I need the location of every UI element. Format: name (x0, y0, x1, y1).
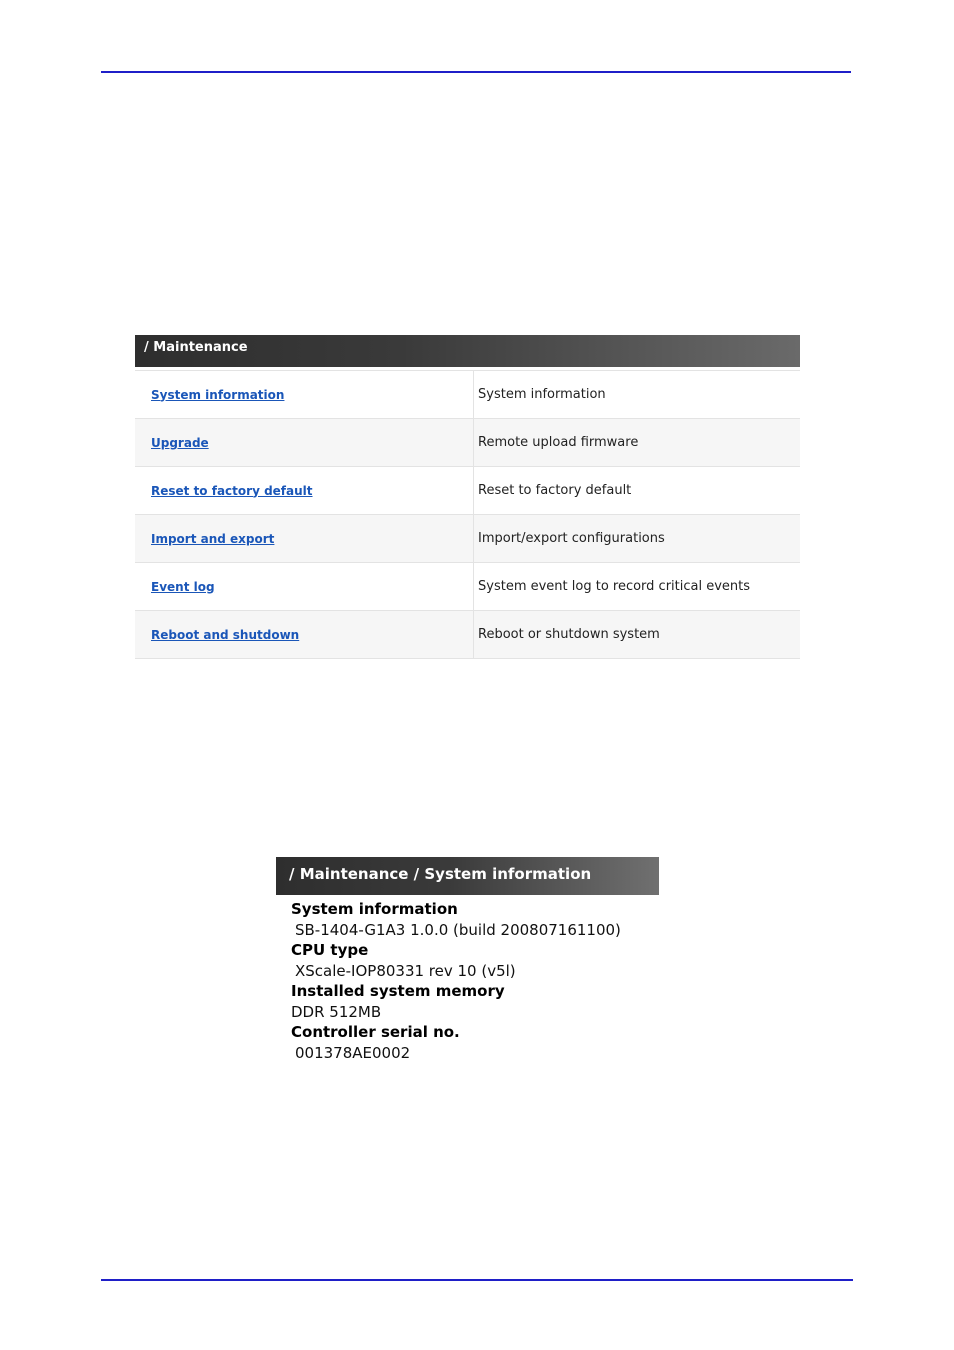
system-information-title: / Maintenance / System information (276, 857, 659, 895)
cpu-type-value: XScale-IOP80331 rev 10 (v5l) (295, 961, 516, 980)
row-description: System event log to record critical events (478, 579, 751, 594)
reboot-and-shutdown-link[interactable]: Reboot and shutdown (151, 627, 300, 642)
controller-serial-value: 001378AE0002 (295, 1043, 411, 1062)
system-information-body (276, 895, 659, 1063)
row-description: Reset to factory default (478, 483, 632, 498)
table-row (135, 563, 800, 611)
controller-serial-label: Controller serial no. (291, 1023, 460, 1041)
row-description: System information (478, 387, 606, 402)
system-information-panel (276, 857, 659, 1063)
maintenance-panel-title: / Maintenance (135, 335, 800, 367)
system-information-label: System information (291, 900, 458, 918)
table-row (135, 419, 800, 467)
reset-to-factory-default-link[interactable]: Reset to factory default (151, 483, 313, 498)
upgrade-link[interactable]: Upgrade (151, 435, 209, 450)
system-information-link[interactable]: System information (151, 387, 285, 402)
row-description: Reboot or shutdown system (478, 627, 660, 642)
installed-memory-value: DDR 512MB (291, 1002, 382, 1021)
row-description: Remote upload firmware (478, 435, 639, 450)
table-row (135, 467, 800, 515)
cpu-type-label: CPU type (291, 941, 369, 959)
table-row (135, 611, 800, 659)
row-description: Import/export configurations (478, 531, 665, 546)
system-information-value: SB-1404-G1A3 1.0.0 (build 200807161100) (295, 920, 621, 939)
import-and-export-link[interactable]: Import and export (151, 531, 275, 546)
event-log-link[interactable]: Event log (151, 579, 215, 594)
table-row (135, 371, 800, 419)
top-divider (101, 71, 851, 73)
maintenance-panel (135, 335, 800, 659)
table-row (135, 515, 800, 563)
bottom-divider (101, 1279, 853, 1281)
maintenance-table (135, 370, 800, 659)
installed-memory-label: Installed system memory (291, 982, 505, 1000)
